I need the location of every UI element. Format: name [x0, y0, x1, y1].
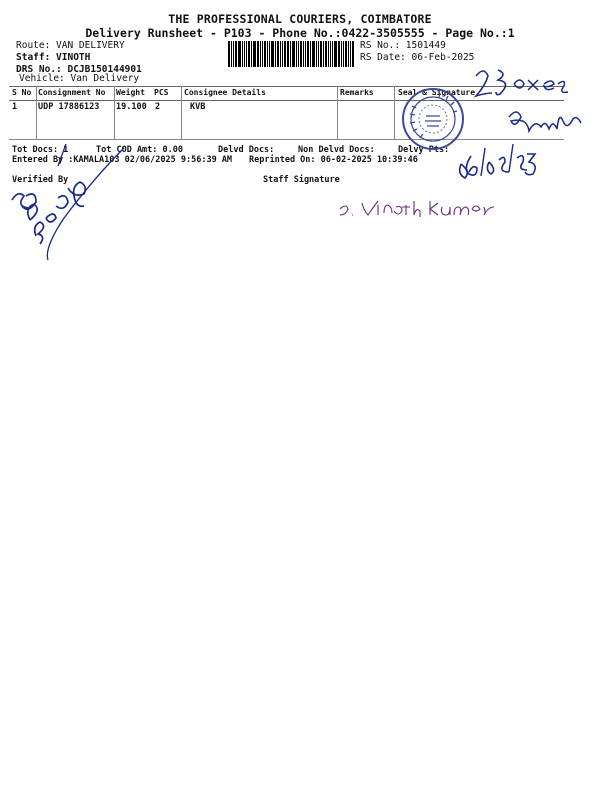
- barcode-bar: [260, 41, 261, 67]
- barcode-bar: [262, 41, 263, 67]
- row-consignee: KVB: [190, 102, 206, 112]
- staff-text: Staff: VINOTH: [16, 52, 91, 63]
- header-seal: Seal & Signature: [398, 88, 476, 97]
- tot-cod: Tot COD Amt: 0.00: [96, 145, 183, 155]
- vehicle-text: Vehicle: Van Delivery: [19, 73, 140, 84]
- barcode-bar: [300, 41, 302, 67]
- barcode-bar: [345, 41, 347, 67]
- barcode-bar: [253, 41, 256, 67]
- header-consignment: Consignment No: [38, 88, 106, 97]
- barcode-bar: [298, 41, 299, 67]
- drs-number: DRS No.: DCJB150144901: [16, 64, 142, 75]
- non-delvd-docs: Non Delvd Docs:: [298, 145, 375, 155]
- verified-signature-scribble: [6, 140, 136, 265]
- barcode-bar: [246, 41, 247, 67]
- barcode-bar: [277, 41, 279, 67]
- barcode-bar: [233, 41, 234, 67]
- header-remarks: Remarks: [340, 88, 374, 97]
- barcode-bar: [287, 41, 289, 67]
- barcode-bar: [290, 41, 291, 67]
- header-sno: S No: [12, 88, 32, 97]
- barcode: [228, 41, 356, 67]
- barcode-bar: [257, 41, 259, 67]
- rs-date: RS Date: 06-Feb-2025: [360, 52, 475, 63]
- barcode-bar: [271, 41, 274, 67]
- barcode-bar: [310, 41, 311, 67]
- handwritten-staff-name: [338, 197, 498, 219]
- barcode-bar: [251, 41, 252, 67]
- company-title: THE PROFESSIONAL COURIERS, COIMBATORE: [168, 12, 432, 26]
- tot-docs: Tot Docs: 1: [12, 145, 69, 155]
- header-weight: Weight: [116, 88, 145, 97]
- barcode-bar: [341, 41, 342, 67]
- barcode-bar: [248, 41, 250, 67]
- barcode-bar: [332, 41, 333, 67]
- barcode-bar: [323, 41, 324, 67]
- barcode-bar: [228, 41, 230, 67]
- barcode-bar: [275, 41, 276, 67]
- reprinted-on: Reprinted On: 06-02-2025 10:39:46: [249, 155, 418, 165]
- barcode-bar: [312, 41, 315, 67]
- barcode-bar: [338, 41, 340, 67]
- handwritten-receiver-signature: [505, 105, 595, 139]
- barcode-bar: [316, 41, 317, 67]
- handwritten-boxes-note: [470, 62, 580, 102]
- route-text: Route: VAN DELIVERY: [16, 40, 125, 51]
- barcode-bar: [325, 41, 327, 67]
- barcode-bar: [296, 41, 297, 67]
- barcode-bar: [320, 41, 322, 67]
- delvd-docs: Delvd Docs:: [218, 145, 275, 155]
- barcode-bar: [352, 41, 354, 67]
- barcode-bar: [350, 41, 351, 67]
- barcode-bar: [231, 41, 232, 67]
- row-consignment: UDP 17886123: [38, 102, 100, 112]
- verified-by: Verified By: [12, 175, 69, 185]
- entered-by: Entered By :KAMALA103 02/06/2025 9:56:39 AM: [12, 155, 233, 165]
- handwritten-date: [455, 142, 540, 186]
- barcode-bar: [343, 41, 344, 67]
- barcode-bar: [282, 41, 283, 67]
- barcode-bar: [264, 41, 266, 67]
- header-consignee: Consignee Details: [184, 88, 266, 97]
- staff-signature-label: Staff Signature: [263, 175, 340, 185]
- barcode-bar: [267, 41, 268, 67]
- barcode-bar: [242, 41, 243, 67]
- barcode-bar: [307, 41, 309, 67]
- barcode-bar: [238, 41, 241, 67]
- barcode-bar: [334, 41, 337, 67]
- barcode-bar: [328, 41, 329, 67]
- barcode-bar: [292, 41, 295, 67]
- barcode-bar: [305, 41, 306, 67]
- runsheet-subtitle: Delivery Runsheet - P103 - Phone No.:0422-3505555 - Page No.:1: [85, 26, 515, 40]
- barcode-bar: [303, 41, 304, 67]
- delvy-pts: Delvy Pts:: [398, 145, 450, 155]
- barcode-bar: [244, 41, 245, 67]
- barcode-bar: [235, 41, 237, 67]
- barcode-bar: [280, 41, 281, 67]
- barcode-bar: [284, 41, 286, 67]
- barcode-bar: [348, 41, 349, 67]
- row-weight: 19.100: [116, 102, 147, 112]
- barcode-bar: [318, 41, 319, 67]
- barcode-bar: [269, 41, 270, 67]
- barcode-bar: [330, 41, 331, 67]
- row-pcs: 2: [155, 102, 161, 112]
- rs-number: RS No.: 1501449: [360, 40, 446, 51]
- row-sno: 1: [12, 102, 18, 112]
- header-pcs: PCS: [154, 88, 169, 97]
